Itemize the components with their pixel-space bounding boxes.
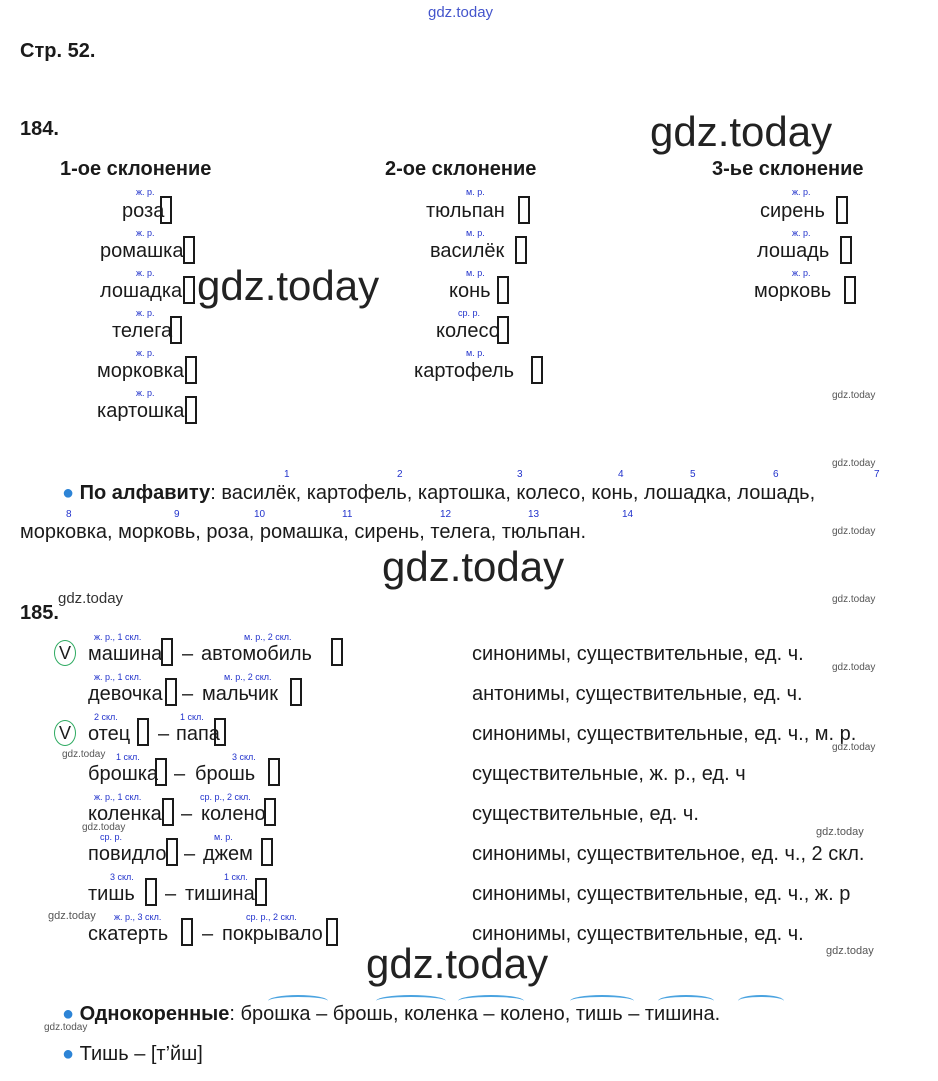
order-number: 5 bbox=[690, 469, 696, 480]
ending-box bbox=[518, 196, 530, 224]
word: конь bbox=[449, 280, 491, 302]
alphabet-line-2: морковка, морковь, роза, ромашка, сирень, телега, тюльпан. bbox=[20, 521, 587, 543]
ending-box bbox=[268, 758, 280, 786]
ending-box bbox=[185, 396, 197, 424]
ending-box bbox=[844, 276, 856, 304]
row-description: существительные, ед. ч. bbox=[472, 803, 699, 825]
ending-box bbox=[840, 236, 852, 264]
ending-box bbox=[214, 718, 226, 746]
word-pair: машина bbox=[88, 643, 163, 665]
ending-box bbox=[255, 878, 267, 906]
grammar-tag: 3 скл. bbox=[110, 872, 134, 882]
word: колено bbox=[201, 803, 266, 825]
same-root-label: Однокоренные bbox=[79, 1003, 230, 1025]
order-number: 1 bbox=[284, 469, 290, 480]
ending-box bbox=[185, 356, 197, 384]
dash: – bbox=[202, 923, 214, 945]
word: телега bbox=[112, 320, 173, 342]
ending-box bbox=[160, 196, 172, 224]
bullet-icon: ● bbox=[62, 1003, 75, 1025]
same-root-list: : брошка – брошь, коленка – колено, тишь – тишина. bbox=[229, 1003, 721, 1025]
grammar-tag: 3 скл. bbox=[232, 752, 256, 762]
gender-tag: м. р. bbox=[466, 268, 485, 278]
grammar-tag: ср. р. bbox=[100, 832, 123, 842]
grammar-tag: ж. р., 1 скл. bbox=[94, 632, 142, 642]
watermark-small: gdz.today bbox=[826, 945, 874, 957]
watermark-small: gdz.today bbox=[832, 526, 876, 537]
order-number: 6 bbox=[773, 469, 779, 480]
grammar-tag: м. р. bbox=[214, 832, 233, 842]
watermark-top: gdz.today bbox=[428, 4, 494, 21]
watermark-small: gdz.today bbox=[62, 749, 106, 760]
watermark-small: gdz.today bbox=[58, 590, 124, 607]
ending-box bbox=[264, 798, 276, 826]
gender-tag: ж. р. bbox=[136, 268, 155, 278]
word: джем bbox=[203, 843, 253, 865]
ending-box bbox=[497, 276, 509, 304]
watermark-small: gdz.today bbox=[48, 910, 96, 922]
grammar-tag: ср. р., 2 скл. bbox=[246, 912, 297, 922]
ending-box bbox=[166, 838, 178, 866]
ending-box bbox=[497, 316, 509, 344]
row-description: существительные, ж. р., ед. ч bbox=[472, 763, 746, 785]
gender-tag: ж. р. bbox=[136, 388, 155, 398]
ending-box bbox=[326, 918, 338, 946]
word: повидло bbox=[88, 843, 167, 865]
check-mark-icon: V bbox=[54, 640, 76, 666]
watermark-small: gdz.today bbox=[82, 822, 126, 833]
gender-tag: ж. р. bbox=[136, 348, 155, 358]
watermark-small: gdz.today bbox=[832, 662, 876, 673]
grammar-tag: 2 скл. bbox=[94, 712, 118, 722]
watermark-small: gdz.today bbox=[816, 826, 864, 838]
word: василёк bbox=[430, 240, 505, 262]
word: сирень bbox=[760, 200, 825, 222]
word: лошадка bbox=[100, 280, 183, 302]
order-number: 4 bbox=[618, 469, 624, 480]
word: отец bbox=[88, 723, 131, 745]
gender-tag: м. р. bbox=[466, 228, 485, 238]
word: морковка bbox=[97, 360, 185, 382]
grammar-tag: 1 скл. bbox=[224, 872, 248, 882]
word: тюльпан bbox=[426, 200, 505, 222]
ending-box bbox=[331, 638, 343, 666]
column-title-3: 3-ье склонение bbox=[712, 158, 864, 180]
watermark-large: gdz.today bbox=[650, 108, 833, 155]
grammar-tag: 1 скл. bbox=[116, 752, 140, 762]
grammar-tag: ж. р., 3 скл. bbox=[114, 912, 162, 922]
alphabet-label: По алфавиту bbox=[79, 482, 211, 504]
ending-box bbox=[181, 918, 193, 946]
gender-tag: ж. р. bbox=[792, 187, 811, 197]
transcription-text: Тишь – [т’йш] bbox=[79, 1043, 203, 1065]
row-description: синонимы, существительные, ед. ч. bbox=[472, 923, 804, 945]
row-description: синонимы, существительное, ед. ч., 2 скл. bbox=[472, 843, 865, 865]
ending-box bbox=[183, 236, 195, 264]
alphabet-line-1 bbox=[62, 482, 815, 505]
dash: – bbox=[165, 883, 177, 905]
watermark-large: gdz.today bbox=[197, 262, 380, 309]
order-number: 8 bbox=[66, 509, 72, 520]
watermark-large: gdz.today bbox=[366, 940, 549, 987]
ending-box bbox=[183, 276, 195, 304]
dash: – bbox=[182, 643, 194, 665]
word: картофель bbox=[414, 360, 515, 382]
ending-box bbox=[836, 196, 848, 224]
word: морковь bbox=[754, 280, 832, 302]
ending-box bbox=[261, 838, 273, 866]
gender-tag: ж. р. bbox=[792, 268, 811, 278]
dash: – bbox=[182, 683, 194, 705]
gender-tag: ср. р. bbox=[458, 308, 481, 318]
grammar-tag: м. р., 2 скл. bbox=[244, 632, 292, 642]
word: мальчик bbox=[202, 683, 278, 705]
word: колесо bbox=[436, 320, 500, 342]
ending-box bbox=[290, 678, 302, 706]
watermark-small: gdz.today bbox=[832, 458, 876, 469]
transcription-line bbox=[62, 1043, 203, 1066]
grammar-tag: ж. р., 1 скл. bbox=[94, 792, 142, 802]
check-mark-icon: V bbox=[54, 720, 76, 746]
watermark-large: gdz.today bbox=[382, 543, 565, 590]
exercise-184-number: 184. bbox=[20, 118, 59, 140]
watermark-small: gdz.today bbox=[832, 594, 876, 605]
ending-box bbox=[137, 718, 149, 746]
column-title-1: 1-ое склонение bbox=[60, 158, 212, 180]
order-number: 12 bbox=[440, 509, 452, 520]
ending-box bbox=[162, 798, 174, 826]
word: брошь bbox=[195, 763, 256, 785]
bullet-icon: ● bbox=[62, 482, 75, 504]
order-number: 3 bbox=[517, 469, 523, 480]
column-title-2: 2-ое склонение bbox=[385, 158, 537, 180]
gender-tag: ж. р. bbox=[136, 228, 155, 238]
dash: – bbox=[174, 763, 186, 785]
dash: – bbox=[158, 723, 170, 745]
ending-box bbox=[515, 236, 527, 264]
word: лошадь bbox=[757, 240, 830, 262]
grammar-tag: ср. р., 2 скл. bbox=[200, 792, 251, 802]
order-number: 13 bbox=[528, 509, 540, 520]
ending-box bbox=[531, 356, 543, 384]
ending-box bbox=[165, 678, 177, 706]
gender-tag: м. р. bbox=[466, 348, 485, 358]
row-description: синонимы, существительные, ед. ч., м. р. bbox=[472, 723, 857, 745]
ending-box bbox=[161, 638, 173, 666]
page-label: Стр. 52. bbox=[20, 40, 96, 62]
order-number: 14 bbox=[622, 509, 634, 520]
grammar-tag: 1 скл. bbox=[180, 712, 204, 722]
word: роза bbox=[122, 200, 165, 222]
same-root-line bbox=[62, 1003, 720, 1026]
bullet-icon: ● bbox=[62, 1043, 75, 1065]
alphabet-list: : василёк, картофель, картошка, колесо, конь, лошадка, лошадь, bbox=[210, 482, 816, 504]
gender-tag: м. р. bbox=[466, 187, 485, 197]
row-description: антонимы, существительные, ед. ч. bbox=[472, 683, 803, 705]
grammar-tag: ж. р., 1 скл. bbox=[94, 672, 142, 682]
ending-box bbox=[145, 878, 157, 906]
ending-box bbox=[155, 758, 167, 786]
word: тишина bbox=[185, 883, 255, 905]
word: коленка bbox=[88, 803, 162, 825]
watermark-small: gdz.today bbox=[44, 1022, 88, 1033]
word: картошка bbox=[97, 400, 185, 422]
order-number: 9 bbox=[174, 509, 180, 520]
order-number: 7 bbox=[874, 469, 880, 480]
word: девочка bbox=[88, 683, 163, 705]
grammar-tag: м. р., 2 скл. bbox=[224, 672, 272, 682]
dash: – bbox=[181, 803, 193, 825]
word: брошка bbox=[88, 763, 159, 785]
word: покрывало bbox=[222, 923, 323, 945]
order-number: 11 bbox=[342, 509, 353, 520]
exercise-185-number: 185. bbox=[20, 602, 59, 624]
word: автомобиль bbox=[201, 643, 312, 665]
row-description: синонимы, существительные, ед. ч., ж. р bbox=[472, 883, 851, 905]
ending-box bbox=[170, 316, 182, 344]
order-number: 10 bbox=[254, 509, 266, 520]
watermark-small: gdz.today bbox=[832, 742, 876, 753]
word: скатерть bbox=[88, 923, 169, 945]
gender-tag: ж. р. bbox=[136, 187, 155, 197]
dash: – bbox=[184, 843, 196, 865]
order-number: 2 bbox=[397, 469, 403, 480]
root-arc-mark bbox=[738, 995, 784, 1007]
gender-tag: ж. р. bbox=[136, 308, 155, 318]
watermark-small: gdz.today bbox=[832, 390, 876, 401]
gender-tag: ж. р. bbox=[792, 228, 811, 238]
word: папа bbox=[176, 723, 220, 745]
row-description: синонимы, существительные, ед. ч. bbox=[472, 643, 804, 665]
word: ромашка bbox=[100, 240, 184, 262]
word: тишь bbox=[88, 883, 135, 905]
